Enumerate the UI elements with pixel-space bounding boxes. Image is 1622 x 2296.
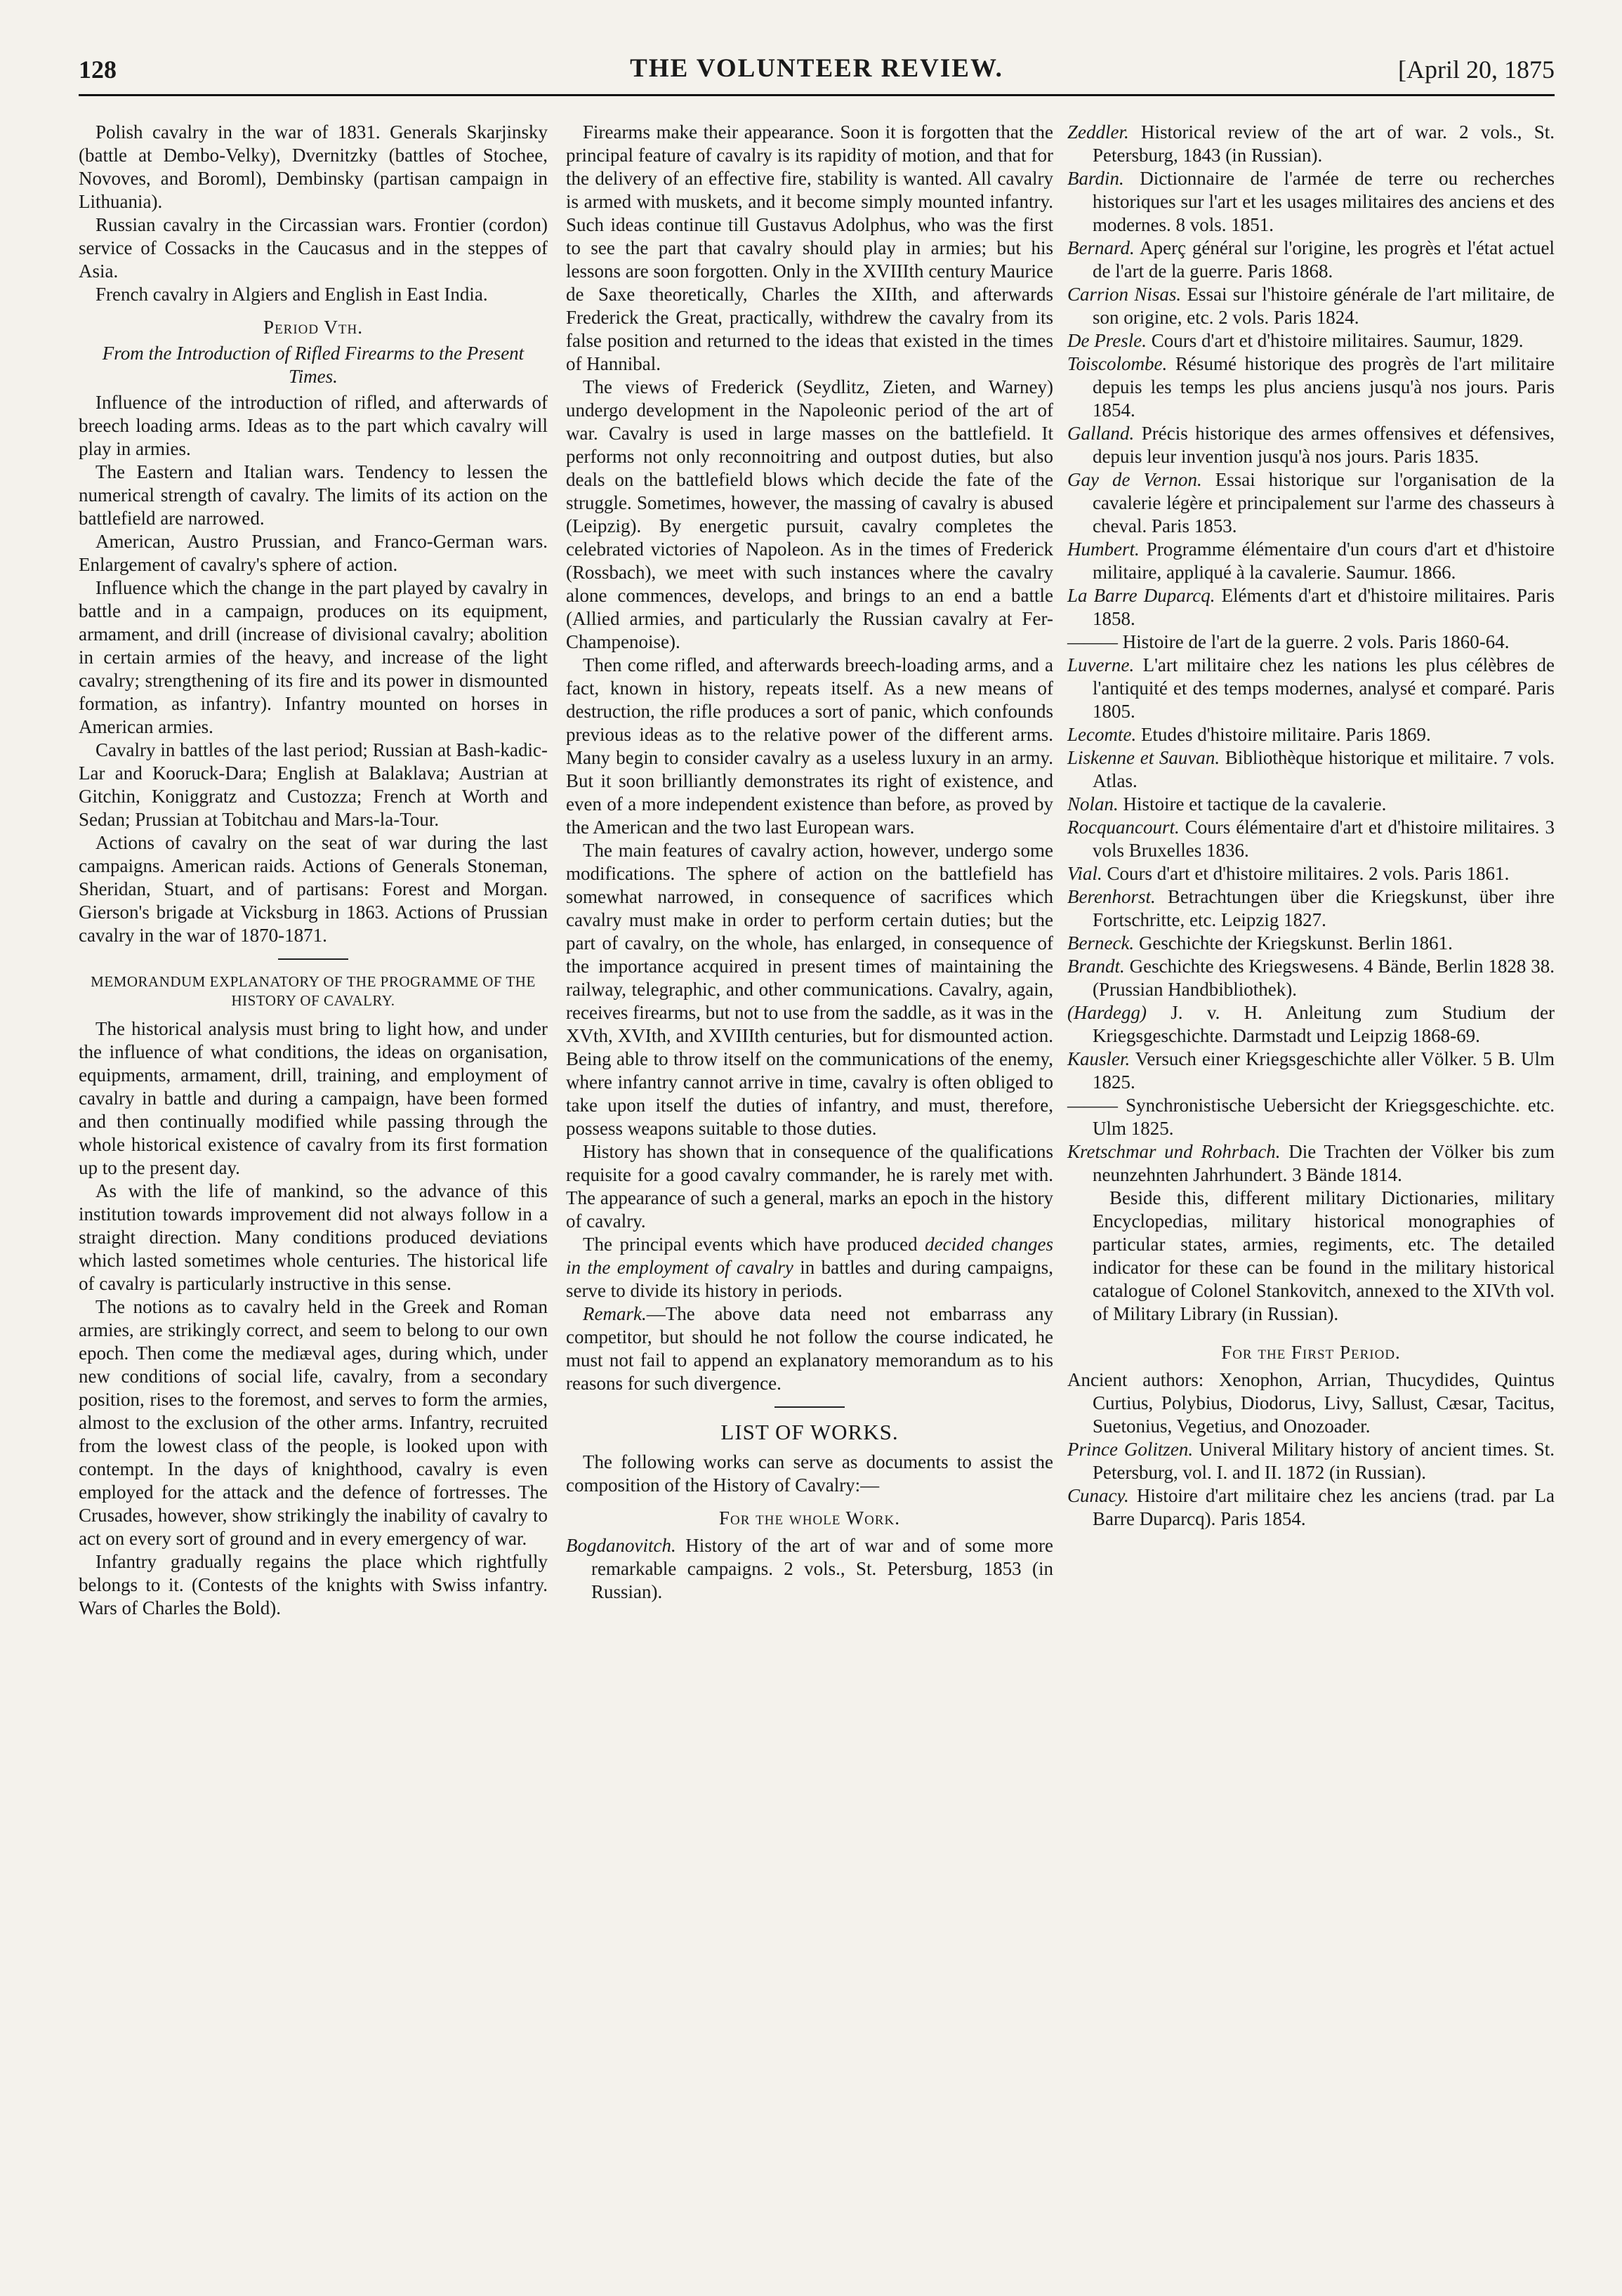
text-columns (79, 121, 1555, 2280)
entry-author: Berneck. (1067, 932, 1135, 954)
entry-text: Geschichte der Kriegskunst. Berlin 1861. (1134, 932, 1453, 954)
bibliography-entry (1067, 932, 1555, 955)
entry-author: Vial. (1067, 863, 1102, 884)
page-number: 128 (79, 55, 117, 84)
paragraph: Influence of the introduction of rifled, and afterwards of breech loading arms. Ideas as to the part which cavalry will play in armies. (79, 392, 548, 459)
entry-text: Xenophon, Arrian, Thucydides, Quintus Curtius, Polybius, Diodorus, Livy, Sallust, Cæsar, Tacitus, Suetonius, Vegetius, and Onozoader. (1093, 1369, 1555, 1437)
column-3 (1063, 121, 1555, 2280)
bibliography-entry (1067, 723, 1555, 746)
paragraph: The historical analysis must bring to light how, and under the influence of what conditions, the ideas on organisation, equipments, armament, drill, training, and employment of cavalry in battle and during a campaign, have been formed and then continually modified while passing through the whole historical existence of cavalry from its first formation up to the present day. (79, 1018, 548, 1178)
entry-author: Luverne. (1067, 654, 1135, 675)
header-rule (79, 94, 1555, 96)
whole-work-heading: For the whole Work. (718, 1507, 901, 1529)
entry-author: Ancient authors: (1067, 1369, 1204, 1390)
entry-author: Rocquancourt. (1067, 817, 1180, 838)
entry-text: Essai historique sur l'organisation de la cavalerie légère et principalement sur l'arme des chasseurs à cheval. Paris 1853. (1093, 469, 1555, 536)
entry-text: Etudes d'histoire militaire. Paris 1869. (1136, 724, 1431, 745)
entry-author: ——— (1067, 1095, 1119, 1116)
entry-author: Galland. (1067, 423, 1135, 444)
bibliography-entry (1067, 584, 1555, 631)
entry-author: Carrion Nisas. (1067, 284, 1182, 305)
bibliography-entry (1067, 538, 1555, 584)
bibliography-entry (1067, 1140, 1555, 1187)
entry-text: J. v. H. Anleitung zum Studium der Kriegsgeschichte. Darmstadt und Leipzig 1868-69. (1093, 1002, 1555, 1046)
bibliography-entry (1067, 654, 1555, 723)
paragraph-part: in battles and during campaigns, serve to divide its history in periods. (566, 1257, 1053, 1301)
entry-text: Histoire d'art militaire chez les anciens (trad. par La Barre Duparcq). Paris 1854. (1093, 1485, 1555, 1529)
paragraph: Then come rifled, and afterwards breech-loading arms, and a fact, known in history, repeats itself. As a new means of destruction, the rifle produces a sort of panic, which confounds previous ideas as to the relative power of the different arms. Many begin to consider cavalry as a useless luxury in an army. But it soon brilliantly demonstrates its right of existence, and even of a more independent existence than before, as proved by the American and the two last European wars. (566, 654, 1053, 838)
entry-text: Bibliothèque historique et militaire. 7 vols. Atlas. (1093, 747, 1555, 791)
entry-text: Programme élémentaire d'un cours d'art et d'histoire militaire, appliqué à la cavalerie. Saumur. 1866. (1093, 539, 1555, 583)
bibliography-entry (566, 1534, 1053, 1604)
issue-date: [April 20, 1875 (1398, 55, 1555, 84)
paragraph: Actions of cavalry on the seat of war during the last campaigns. American raids. Actions of Generals Stoneman, Sheridan, Stuart, and of partisans: Forest and Morgan. Gierson's brigade at Vicksburg in 1863. Actions of Prussian cavalry in the war of 1870-1871. (79, 832, 548, 946)
bibliography-entry (1067, 352, 1555, 422)
paragraph: Beside this, different military Dictionaries, military Encyclopedias, military historical monographies of particular states, armies, regiments, etc. The detailed indicator for these can be found in the military historical catalogue of Colonel Stankovitch, annexed to the XIVth vol. of Military Library (in Russian). (1093, 1187, 1555, 1324)
bibliography-list (1067, 121, 1555, 1187)
paragraph: The Eastern and Italian wars. Tendency to lessen the numerical strength of cavalry. The limits of its action on the battlefield are narrowed. (79, 461, 548, 529)
entry-text: Historical review of the art of war. 2 vols., St. Petersburg, 1843 (in Russian). (1093, 121, 1555, 166)
bibliography-entry (1067, 631, 1555, 654)
paragraph: Influence which the change in the part played by cavalry in battle and in a campaign, produces on its equipment, armament, and drill (increase of divisional cavalry; abolition in certain armies of the heavy, and increase of the light cavalry; strengthening of its fire and its power in dismounted formation, as infantry). Infantry mounted on horses in American armies. (79, 577, 548, 737)
bibliography-entry (1067, 121, 1555, 167)
entry-author: Bernard. (1067, 237, 1135, 258)
bibliography-entry (1067, 1001, 1555, 1048)
bibliography-entry (1067, 1048, 1555, 1094)
paragraph: The views of Frederick (Seydlitz, Zieten, and Warney) undergo development in the Napoleonic period of the art of war. Cavalry is used in large masses on the battlefield. It performs not only reconnoitring and outpost duties, but also deals on the battlefield blows which decide the fate of the struggle. Sometimes, however, the massing of cavalry is abused (Leipzig). By energetic pursuit, cavalry completes the celebrated victories of Napoleon. As in the times of Frederick (Rossbach), we meet with such instances where the cavalry alone commences, develops, and brings to an end a battle (Allied armies, and particularly the Russian cavalry at Fer-Champenoise). (566, 376, 1053, 652)
publication-title: THE VOLUNTEER REVIEW. (630, 54, 1003, 83)
entry-author: Gay de Vernon. (1067, 469, 1202, 490)
list-of-works-title: LIST OF WORKS. (720, 1420, 899, 1444)
bibliography-entry (1067, 1484, 1555, 1531)
bibliography-entry (1067, 422, 1555, 468)
paragraph (566, 1302, 1053, 1395)
memorandum-heading: MEMORANDUM EXPLANATORY OF THE PROGRAMME OF THE HISTORY OF CAVALRY. (91, 973, 536, 1009)
paragraph-part: The principal events which have produced (583, 1234, 925, 1255)
entry-author: Zeddler. (1067, 121, 1129, 143)
paragraph: Russian cavalry in the Circassian wars. Frontier (cordon) service of Cossacks in the Caucasus and in the steppes of Asia. (79, 214, 548, 282)
entry-author: (Hardegg) (1067, 1002, 1147, 1023)
emphasis: decided changes in the employment of cavalry (566, 1234, 1053, 1278)
paragraph: Polish cavalry in the war of 1831. Generals Skarjinsky (battle at Dembo-Velky), Dvernitzky (battles of Stochee, Novoves, and Boroml), Dembinsky (partisan campaign in Lithuania). (79, 121, 548, 212)
entry-text: Univeral Military history of ancient times. St. Petersburg, vol. I. and II. 1872 (in Russian). (1093, 1439, 1555, 1483)
bibliography-entry (1067, 793, 1555, 816)
entry-text: L'art militaire chez les nations les plus célèbres de l'antiquité et des temps modernes, analysé et comparé. Paris 1805. (1093, 654, 1555, 722)
entry-text: Dictionnaire de l'armée de terre ou recherches historiques sur l'art et les usages militaires des anciens et des modernes. 8 vols. 1851. (1093, 168, 1555, 235)
bibliography-entry (1067, 329, 1555, 352)
bibliography-entry (1067, 885, 1555, 932)
bibliography-entry (1067, 468, 1555, 538)
entry-author: De Presle. (1067, 330, 1147, 351)
entry-text: Cours d'art et d'histoire militaires. Saumur, 1829. (1146, 330, 1524, 351)
entry-author: Kausler. (1067, 1048, 1130, 1069)
paragraph-part: —The above data need not embarrass any competitor, but should he not follow the course indicated, he must not fail to append an explanatory memorandum as to his reasons for such divergence. (566, 1303, 1053, 1394)
bibliography-entry (1067, 237, 1555, 283)
entry-text: Résumé historique des progrès de l'art militaire depuis les temps les plus anciens jusqu'à nos jours. Paris 1854. (1093, 353, 1555, 421)
page-header (79, 49, 1555, 91)
entry-author: Prince Golitzen. (1067, 1439, 1194, 1460)
paragraph (566, 1233, 1053, 1302)
entry-text: Eléments d'art et d'histoire militaires. Paris 1858. (1093, 585, 1555, 629)
entry-text: Essai sur l'histoire générale de l'art militaire, de son origine, etc. 2 vols. Paris 1824. (1093, 284, 1555, 328)
entry-author: Lecomte. (1067, 724, 1137, 745)
period-heading: Period Vth. (263, 317, 363, 338)
paragraph: The notions as to cavalry held in the Greek and Roman armies, are strikingly correct, and seem to belong to our own epoch. Then come the mediæval ages, during which, under new conditions of social life, cavalry, from a secondary position, rises to the foremost, and serves to form the armies, almost to the exclusion of the other arms. Infantry, recruited from the lowest class of the people, is looked upon with contempt. In the days of knighthood, cavalry is even employed for the attack and the defence of fortresses. The Crusades, however, show strikingly the inability of cavalry to act on every sort of ground and in every emergency of war. (79, 1296, 548, 1549)
bibliography-entry (1067, 862, 1555, 885)
entry-author: Bogdanovitch. (566, 1535, 676, 1556)
entry-text: Geschichte des Kriegswesens. 4 Bände, Berlin 1828 38. (Prussian Handbibliothek). (1093, 956, 1555, 1000)
bibliography-entry (1067, 816, 1555, 862)
entry-text: Die Trachten der Völker bis zum neunzehnten Jahrhundert. 3 Bände 1814. (1093, 1141, 1555, 1185)
paragraph: History has shown that in consequence of the qualifications requisite for a good cavalry commander, he is rarely met with. The appearance of such a general, marks an epoch in the history of cavalry. (566, 1141, 1053, 1232)
paragraph: Cavalry in battles of the last period; Russian at Bash-kadic-Lar and Kooruck-Dara; English at Balaklava; Austrian at Gitchin, Koniggratz and Custozza; French at Worth and Sedan; Prussian at Tobitchau and Mars-la-Tour. (79, 739, 548, 830)
first-period-heading: For the First Period. (1221, 1342, 1401, 1363)
bibliography-entry (1067, 167, 1555, 237)
bibliography-entry (1067, 283, 1555, 329)
entry-text: Histoire de l'art de la guerre. 2 vols. Paris 1860-64. (1118, 631, 1510, 652)
paragraph: French cavalry in Algiers and English in East India. (95, 284, 488, 305)
section-divider (278, 958, 348, 960)
entry-text: Cours élémentaire d'art et d'histoire militaires. 3 vols Bruxelles 1836. (1093, 817, 1555, 861)
entry-text: Précis historique des armes offensives et défensives, depuis leur invention jusqu'à nos jours. Paris 1835. (1093, 423, 1555, 467)
bibliography-list (1067, 1368, 1555, 1531)
entry-author: Cunacy. (1067, 1485, 1129, 1506)
bibliography-entry (1067, 955, 1555, 1001)
paragraph: The main features of cavalry action, however, undergo some modifications. The sphere of action on the battlefield has somewhat narrowed, in consequence of sacrifices which cavalry must make in order to perform certain duties; but the part of cavalry, on the whole, has enlarged, in consequence of the importance acquired in present times of maintaining the railway, telegraphic, and other communications. Cavalry, again, receives firearms, but not to use from the saddle, as it was in the XVth, XVIth, and XVIIIth centuries, but for dismounted action. Being able to throw itself on the communications of the enemy, where infantry cannot arrive in time, cavalry is often obliged to take upon itself the duties of infantry, and must, therefore, possess weapons suitable to those duties. (566, 840, 1053, 1139)
paragraph: As with the life of mankind, so the advance of this institution towards improvement did not always follow in a straight direction. Many conditions produced deviations which lasted sometimes whole centuries. The historical life of cavalry is particularly instructive in this sense. (79, 1180, 548, 1294)
entry-author: Humbert. (1067, 539, 1140, 560)
paragraph: The following works can serve as documents to assist the composition of the History of Cavalry:— (566, 1451, 1053, 1496)
entry-text: Histoire et tactique de la cavalerie. (1118, 793, 1387, 814)
entry-author: Kretschmar und Rohrbach. (1067, 1141, 1281, 1162)
bibliography-entry (1067, 1094, 1555, 1140)
entry-text: Cours d'art et d'histoire militaires. 2 vols. Paris 1861. (1102, 863, 1510, 884)
bibliography-entry (1067, 746, 1555, 793)
paragraph: Firearms make their appearance. Soon it is forgotten that the principal feature of cavalry is its rapidity of motion, and that for the delivery of an effective fire, stability is wanted. All cavalry is armed with muskets, and it become simply mounted infantry. Such ideas continue till Gustavus Adolphus, who was the first to see the part that cavalry should play in armies; but his lessons are soon forgotten. Only in the XVIIIth century Maurice de Saxe theoretically, Charles the XIIth, and afterwards Frederick the Great, practically, withdrew the cavalry from its false position and returned to the ideas that existed in the times of Hannibal. (566, 121, 1053, 374)
entry-text: Betrachtungen über die Kriegskunst, über ihre Fortschritte, etc. Leipzig 1827. (1093, 886, 1555, 930)
section-divider (774, 1406, 845, 1408)
entry-author: Nolan. (1067, 793, 1119, 814)
paragraph: Infantry gradually regains the place which rightfully belongs to it. (Contests of the knights with Swiss infantry. Wars of Charles the Bold). (79, 1551, 548, 1618)
period-subheading: From the Introduction of Rifled Firearms to the Present Times. (102, 343, 525, 387)
bibliography-entry (1067, 1368, 1555, 1438)
entry-author: Toiscolombe. (1067, 353, 1168, 374)
column-2 (562, 121, 1053, 2280)
remark-label: Remark. (583, 1303, 647, 1324)
paragraph: American, Austro Prussian, and Franco-German wars. Enlargement of cavalry's sphere of action. (79, 531, 548, 575)
entry-author: La Barre Duparcq. (1067, 585, 1215, 606)
entry-text: Versuch einer Kriegsgeschichte aller Völker. 5 B. Ulm 1825. (1093, 1048, 1555, 1093)
entry-author: Liskenne et Sauvan. (1067, 747, 1220, 768)
entry-author: ——— (1067, 631, 1119, 652)
bibliography-entry (1067, 1438, 1555, 1484)
entry-text: History of the art of war and of some more remarkable campaigns. 2 vols., St. Petersburg, 1853 (in Russian). (591, 1535, 1053, 1602)
entry-text: Synchronistische Uebersicht der Kriegsgeschichte. etc. Ulm 1825. (1093, 1095, 1555, 1139)
entry-author: Bardin. (1067, 168, 1124, 189)
entry-author: Brandt. (1067, 956, 1125, 977)
column-1 (79, 121, 552, 2280)
entry-text: Aperç général sur l'origine, les progrès et l'état actuel de l'art de la guerre. Paris 1868. (1093, 237, 1555, 282)
entry-author: Berenhorst. (1067, 886, 1156, 907)
